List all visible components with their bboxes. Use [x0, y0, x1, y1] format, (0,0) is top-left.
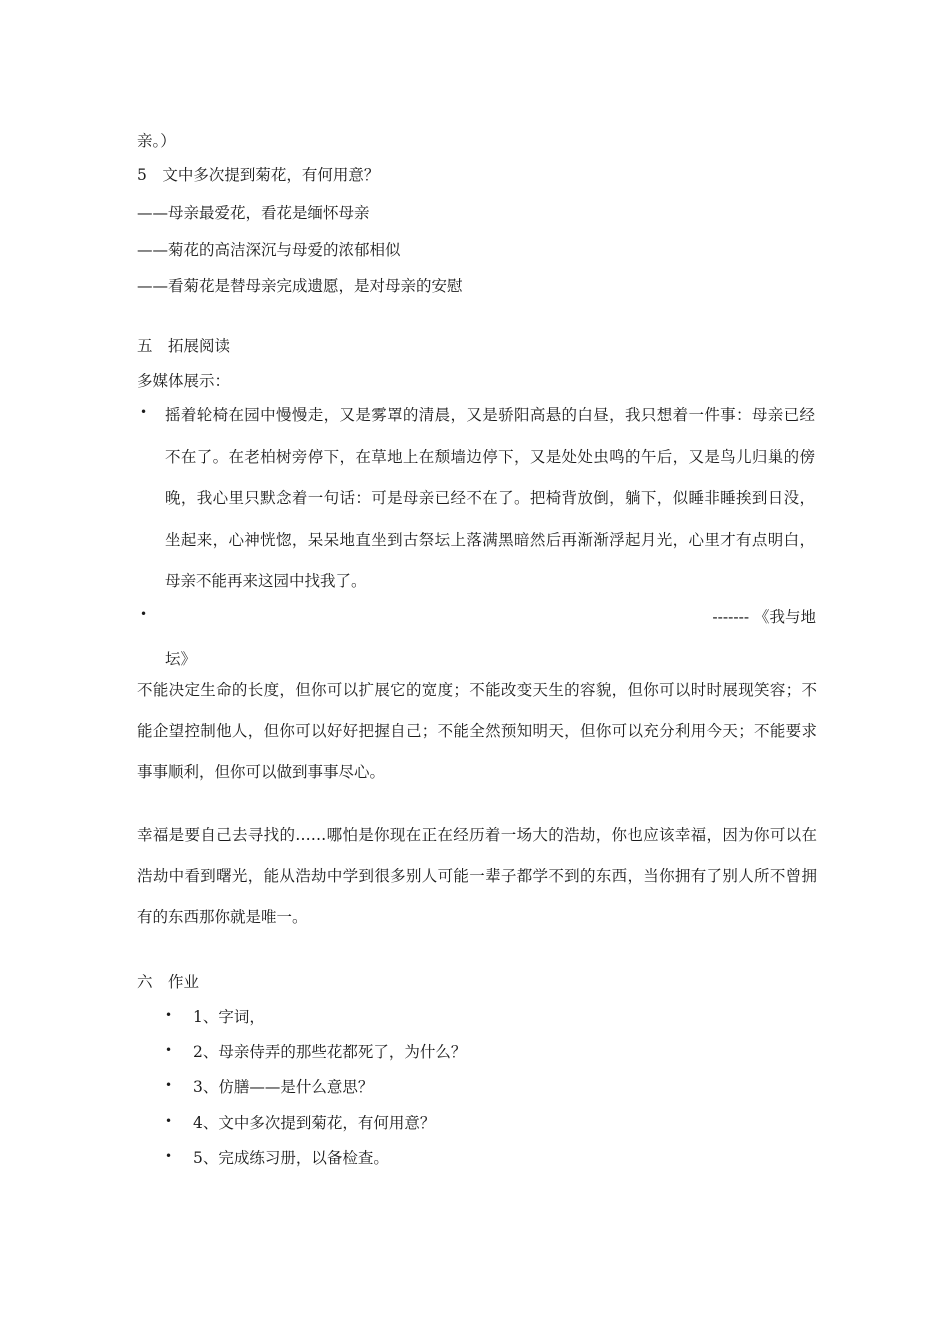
bullet-icon: •	[165, 1008, 173, 1022]
continuation-text: 亲。）	[137, 132, 176, 150]
bullet-icon: •	[165, 1043, 173, 1057]
bullet-icon: •	[165, 1114, 173, 1128]
media-label: 多媒体展示：	[137, 372, 231, 390]
bullet-icon: •	[140, 607, 148, 621]
homework-item: 5、完成练习册，以备检查。	[193, 1149, 389, 1167]
homework-item: 3、仿膳——是什么意思？	[193, 1078, 374, 1096]
answer-line: ——看菊花是替母亲完成遗愿，是对母亲的安慰	[137, 277, 463, 295]
homework-item: 4、文中多次提到菊花，有何用意？	[193, 1114, 436, 1132]
answer-line: ——菊花的高洁深沉与母爱的浓郁相似	[137, 241, 401, 259]
quote-source: ------- 《我与地	[712, 608, 816, 626]
quote-source-tail: 坛》	[165, 650, 197, 668]
homework-item: 1、字词，	[193, 1008, 265, 1026]
section-heading: 五 拓展阅读	[137, 337, 231, 355]
quote-paragraph: 摇着轮椅在园中慢慢走，又是雾罩的清晨，又是骄阳高悬的白昼，我只想着一件事：母亲已经不在了。在老柏树旁停下，在草地上在颓墙边停下，又是处处虫鸣的午后，又是鸟儿归巢的傍晚，我心里只默念着一句话：可是母亲已经不在了。把椅背放倒，躺下，似睡非睡挨到日没，坐起来，心神恍惚，呆呆地直坐到古祭坛上落满黑暗然后再渐渐浮起月光，心里才有点明白，母亲不能再来这园中找我了。	[165, 406, 815, 591]
answer-line: ——母亲最爱花，看花是缅怀母亲	[137, 204, 370, 222]
question-5: 5 文中多次提到菊花，有何用意？	[137, 166, 380, 184]
bullet-icon: •	[140, 405, 148, 419]
body-paragraph: 幸福是要自己去寻找的……哪怕是你现在正在经历着一场大的浩劫，你也应该幸福，因为你可以在浩劫中看到曙光，能从浩劫中学到很多别人可能一辈子都学不到的东西，当你拥有了别人所不曾拥有的东西那你就是唯一。	[137, 826, 817, 926]
homework-item: 2、母亲侍弄的那些花都死了，为什么？	[193, 1043, 467, 1061]
bullet-icon: •	[165, 1149, 173, 1163]
bullet-icon: •	[165, 1078, 173, 1092]
body-paragraph: 不能决定生命的长度，但你可以扩展它的宽度；不能改变天生的容貌，但你可以时时展现笑容；不能企望控制他人，但你可以好好把握自己；不能全然预知明天，但你可以充分利用今天；不能要求事事顺利，但你可以做到事事尽心。	[137, 681, 817, 781]
section-heading: 六 作业	[137, 973, 200, 991]
